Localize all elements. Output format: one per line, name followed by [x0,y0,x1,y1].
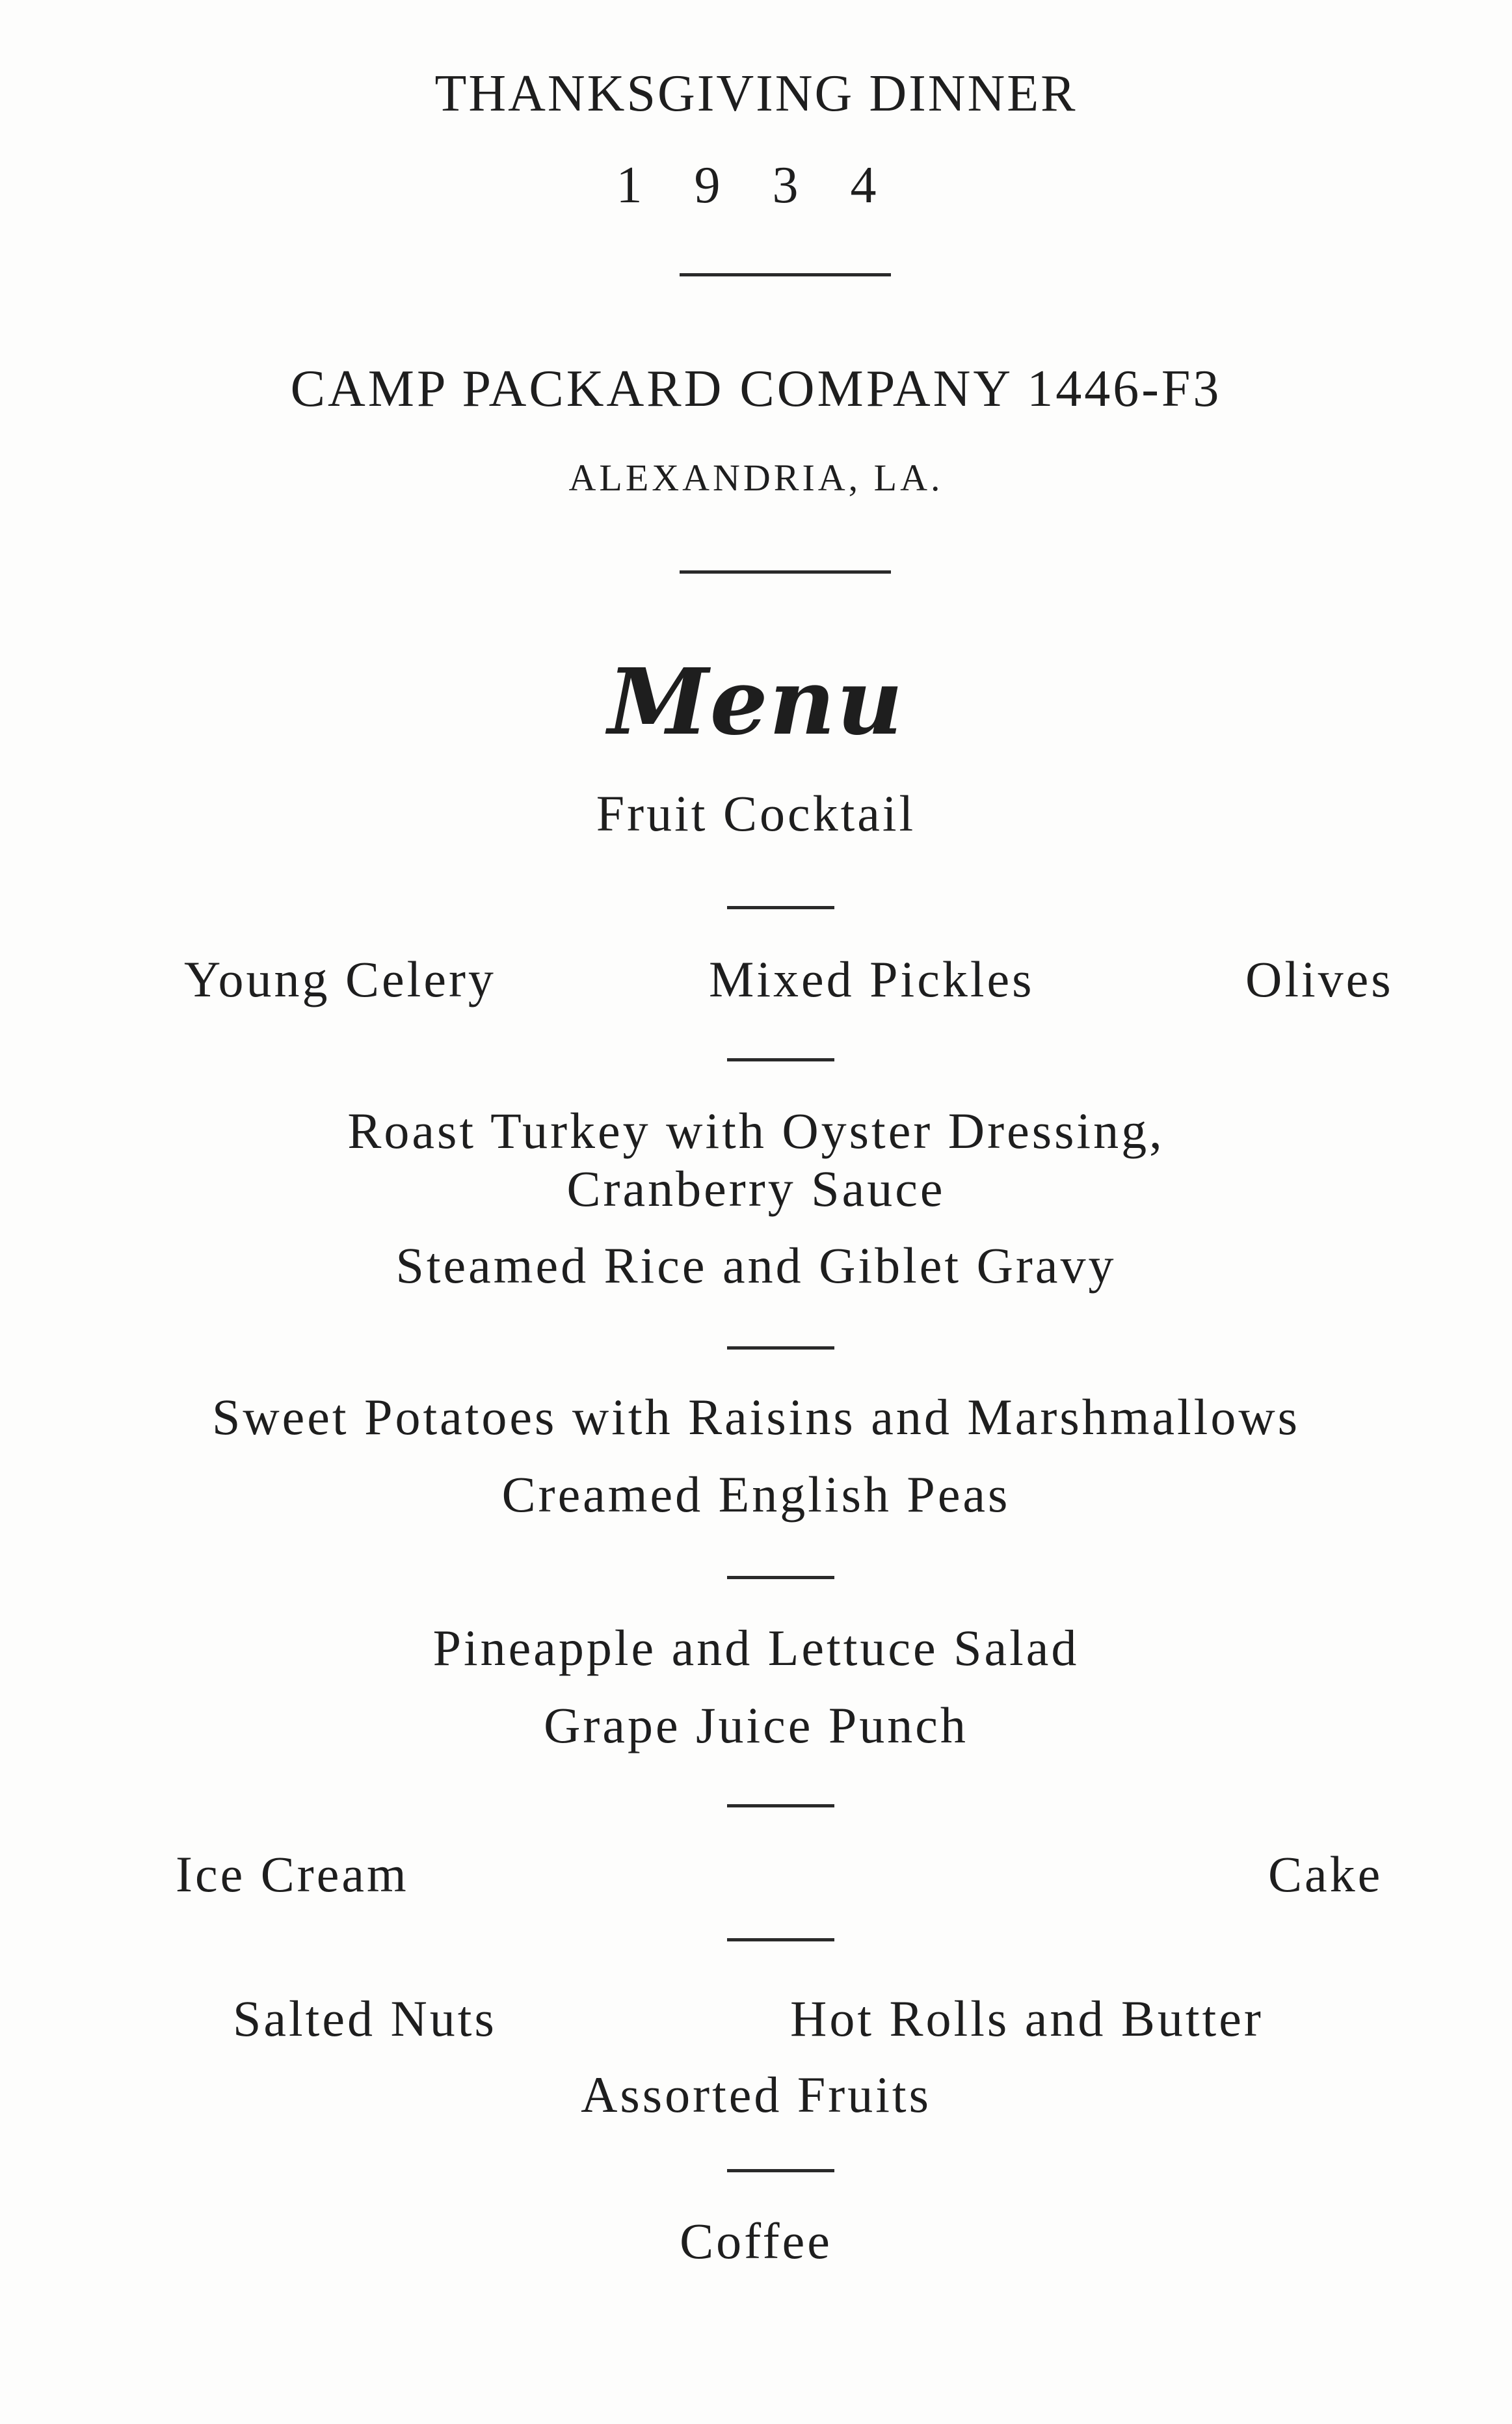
punch: Grape Juice Punch [544,1697,968,1753]
salad: Pineapple and Lettuce Salad [432,1619,1080,1676]
main-turkey: Roast Turkey with Oyster Dressing, [347,1102,1165,1159]
divider [727,1346,834,1350]
hot-rolls: Hot Rolls and Butter [790,1990,1264,2047]
dessert-ice-cream: Ice Cream [176,1846,409,1902]
assorted-fruits: Assorted Fruits [581,2066,931,2123]
divider [727,2169,834,2172]
dessert-cake: Cake [1268,1846,1383,1902]
side-english-peas: Creamed English Peas [501,1466,1011,1523]
menu-year: 1 9 3 4 [616,157,896,214]
course-fruit-cocktail: Fruit Cocktail [596,785,916,842]
menu-title: THANKSGIVING DINNER [434,65,1078,122]
company-name: CAMP PACKARD COMPANY 1446-F3 [290,360,1222,418]
relish-olives: Olives [1245,951,1394,1007]
menu-heading: Menu [607,649,905,756]
company-location: ALEXANDRIA, LA. [568,457,944,499]
main-cranberry: Cranberry Sauce [566,1160,946,1217]
coffee: Coffee [680,2213,832,2269]
divider [680,570,891,574]
divider [727,1804,834,1807]
divider [727,1938,834,1941]
divider [727,1058,834,1061]
side-sweet-potatoes: Sweet Potatoes with Raisins and Marshmallows [211,1389,1301,1445]
salted-nuts: Salted Nuts [233,1990,497,2047]
relish-young-celery: Young Celery [184,951,496,1007]
relish-mixed-pickles: Mixed Pickles [709,951,1035,1007]
divider [680,273,891,276]
divider [727,906,834,909]
divider [727,1576,834,1579]
main-rice-gravy: Steamed Rice and Giblet Gravy [395,1237,1117,1294]
